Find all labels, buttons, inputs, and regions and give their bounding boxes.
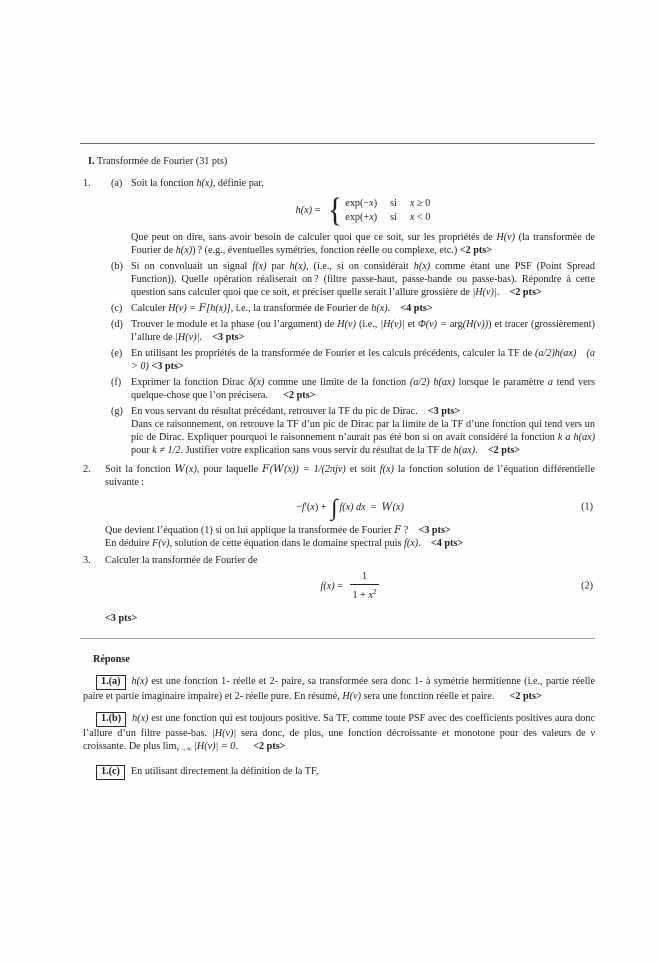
question-1a-text: Que peut on dire, sans avoir besoin de calculer quoi que ce soit, sur les propriétés de H(ν) (la transformée de Fourier de h(x)) ? (e.g., éventuelles symétries, fonction réelle ou complexe, etc.) <2 pts> [131, 232, 598, 256]
case-2-si: si [390, 212, 397, 223]
fraction-denominator: $1 + x^2$ [350, 584, 380, 602]
question-1c [105, 302, 595, 315]
fraction [350, 570, 380, 602]
integral-sign: ∫ [331, 495, 338, 520]
section-title: I. Transformée de Fourier (31 pts) [88, 156, 228, 167]
question-1f [105, 376, 598, 402]
question-1b [105, 260, 598, 299]
question-1f-text: Exprimer la fonction Dirac δ(x) comme une limite de la fonction (a/2) h(ax) lorsque le paramètre a tend vers quelque-chose que l’on précisera. <2 pts> [131, 377, 598, 401]
case-1-expr: exp(−x) [345, 198, 378, 209]
equation-1-post: f(x) dx = W(x) [339, 501, 404, 513]
equation-2-tag: (2) [581, 580, 593, 592]
answer-1a-text: h(x) est une fonction 1- réelle et 2- paire, sa transformée sera donc 1- à symétrie hermitienne (i.e., partie réelle paire et partie imaginaire impaire) et 2- réelle pure. En résumé, H(ν) sera une fonction réelle et paire. <2 pts> [83, 676, 598, 702]
question-1d [105, 318, 598, 344]
equation-1 [105, 495, 595, 519]
equation-h-definition [131, 191, 595, 229]
question-1g-line: En vous servant du résultat précédant, retrouver la TF du pic de Dirac. <3 pts> [131, 406, 461, 417]
case-2-cond: x < 0 [409, 212, 431, 223]
answer-1a [83, 675, 598, 703]
equation-h-lhs: h(x) = [295, 205, 323, 216]
question-1c-text: Calculer H(ν) = F[h(x)], i.e., la transformée de Fourier de h(x). <4 pts> [131, 303, 433, 314]
equation-1-pre: −f′(x) + [296, 501, 330, 513]
question-3-marker: 3. [83, 555, 91, 566]
answer-1b [83, 712, 598, 756]
answers-heading: Réponse [93, 654, 130, 665]
question-1-marker: 1. [83, 178, 91, 189]
answer-1c-text: En utilisant directement la définition de la TF, [130, 766, 319, 777]
question-1g-body [131, 405, 598, 457]
question-3-points: <3 pts> [105, 613, 138, 624]
question-3-intro: Calculer la transformée de Fourier de [105, 555, 258, 566]
equation-1-tag: (1) [581, 501, 593, 513]
question-1a-intro: Soit la fonction h(x), définie par, [131, 178, 264, 189]
left-brace: { [327, 191, 343, 229]
answer-1a-box-label: 1.(a) [96, 675, 126, 690]
question-1b-marker: (b) [111, 261, 123, 272]
question-2-followup-2: En déduire F(ν), solution de cette équation dans le domaine spectral puis f(x). <4 pts> [105, 538, 464, 549]
question-1a-body [131, 177, 598, 257]
question-1g [105, 405, 598, 457]
question-1f-marker: (f) [111, 377, 122, 388]
question-1b-text: Si on convoluait un signal f(x) par h(x), (i.e., si on considérait h(x) comme étant une PSF (Point Spread Function)). Quelle opération réaliserait on ? (filtre passe-haut, passe-bande ou passe-bas). Répondre à cette question sans calculer quoi que ce soit, et préciser quelle serait l’allure grossière de |H(ν)|. <2 pts> [131, 261, 598, 298]
answer-1b-box-label: 1.(b) [96, 712, 126, 727]
case-1-cond: x ≥ 0 [409, 198, 431, 209]
question-1d-marker: (d) [111, 319, 123, 330]
question-2-body [105, 463, 598, 550]
question-1e-marker: (e) [111, 348, 123, 359]
question-2-marker: 2. [83, 464, 91, 475]
question-2-followup-1: Que devient l’équation (1) si on lui applique la transformée de Fourier F ? <3 pts> [105, 525, 451, 536]
question-1a-marker: (a) [111, 178, 123, 189]
question-1e-text: En utilisant les propriétés de la transformée de Fourier et les calculs précédents, calculer la TF de (a/2)h(ax) (a > 0) <3 pts> [131, 348, 598, 372]
case-2-expr: exp(+x) [345, 212, 378, 223]
question-2 [83, 463, 598, 550]
equation-h-row [295, 191, 431, 229]
equation-h-cases [345, 197, 430, 224]
question-1e [105, 347, 598, 373]
separator-rule [80, 638, 595, 639]
question-3-body [105, 554, 595, 625]
answers-section [83, 653, 598, 780]
question-1g-text: Dans ce raisonnement, on retrouve la TF d’un pic de Dirac par la limite de la TF d’une fonction qui tend vers un pic de Dirac. Expliquer pourquoi le raisonnement n’aurait pas été bon si on avait considéré la fonction k a h(ax) pour k ≠ 1/2. Justifier votre explication sans vous servir du résultat de la TF de h(ax). <2 pts> [131, 419, 598, 456]
question-1-body [105, 177, 598, 457]
question-2-intro: Soit la fonction W(x), pour laquelle F(W(x)) = 1/(2πjν) et soit f(x) la fonction solution de l’équation différentielle suivante : [105, 464, 598, 488]
question-3 [83, 554, 595, 625]
equation-2-row [321, 570, 380, 602]
equation-2 [105, 570, 595, 602]
question-1d-text: Trouver le module et la phase (ou l’argument) de H(ν) (i.e., |H(ν)| et Φ(ν) = arg(H(ν))) et tracer (grossièrement) l’allure de |H(ν)|. <3 pts> [131, 319, 598, 343]
case-1-si: si [390, 198, 397, 209]
answer-1c-box-label: 1.(c) [96, 765, 125, 780]
question-1g-marker: (g) [111, 406, 123, 417]
answer-1b-text: h(x) est une fonction qui est toujours positive. Sa TF, comme toute PSF avec des coefficients positives aura donc l’allure d’un filtre passe-bas. |H(ν)| sera donc, de plus, une fonction décroissante et monotone pour des valeurs de ν croissante. De plus $\lim_{\nu\to\infty} |H(\nu)| = 0$. <2 pts> [83, 713, 598, 753]
top-rule [80, 143, 595, 144]
question-1a [105, 177, 598, 257]
answer-1c [83, 765, 595, 780]
equation-2-lhs: f(x) = [320, 580, 346, 592]
fraction-numerator: 1 [361, 571, 368, 582]
equation-1-row [296, 495, 404, 519]
exam-content [83, 155, 598, 780]
question-1c-marker: (c) [111, 303, 123, 314]
question-1 [83, 177, 598, 457]
